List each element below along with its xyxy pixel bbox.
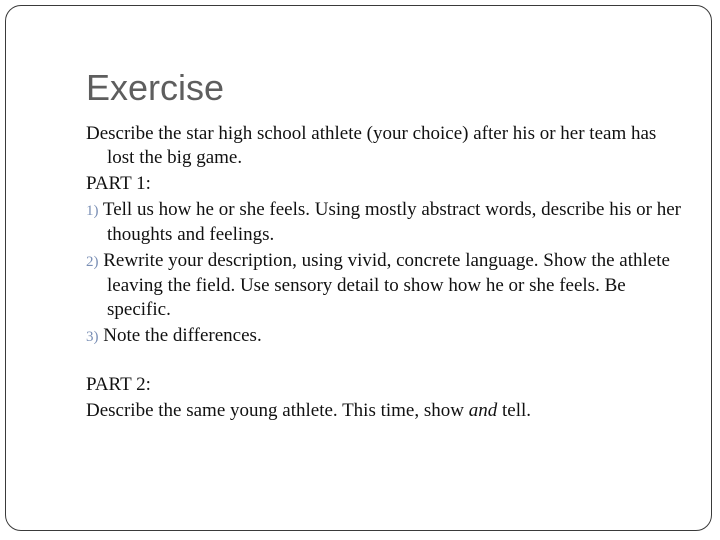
item-text: Tell us how he or she feels. Using mostly abstract words, describe his or her thoughts and feelings. [102, 199, 681, 245]
item-number: 3) [86, 329, 99, 345]
part-2-emphasis: and [468, 400, 498, 421]
list-item-1 [86, 198, 686, 247]
list-item-2 [86, 249, 686, 322]
section-spacer [86, 351, 686, 373]
part-2-text-after: tell. [497, 400, 532, 421]
part-2-text-before: Describe the same young athlete. This time, show [86, 400, 469, 421]
item-number: 1) [86, 203, 99, 219]
item-number: 2) [86, 254, 99, 270]
part-2-heading: PART 2: [86, 374, 151, 395]
slide-body [86, 122, 686, 425]
intro-paragraph: Describe the star high school athlete (your choice) after his or her team has lost the big game. [86, 123, 657, 168]
item-text: Note the differences. [103, 325, 262, 346]
slide-frame [5, 5, 712, 531]
list-item-3 [86, 324, 686, 349]
part-2-paragraph [86, 399, 686, 423]
part-1-heading: PART 1: [86, 173, 151, 194]
slide-title: Exercise [86, 67, 225, 108]
item-text: Rewrite your description, using vivid, concrete language. Show the athlete leaving the field. Use sensory detail to show how he or she feels. Be specific. [103, 250, 670, 320]
